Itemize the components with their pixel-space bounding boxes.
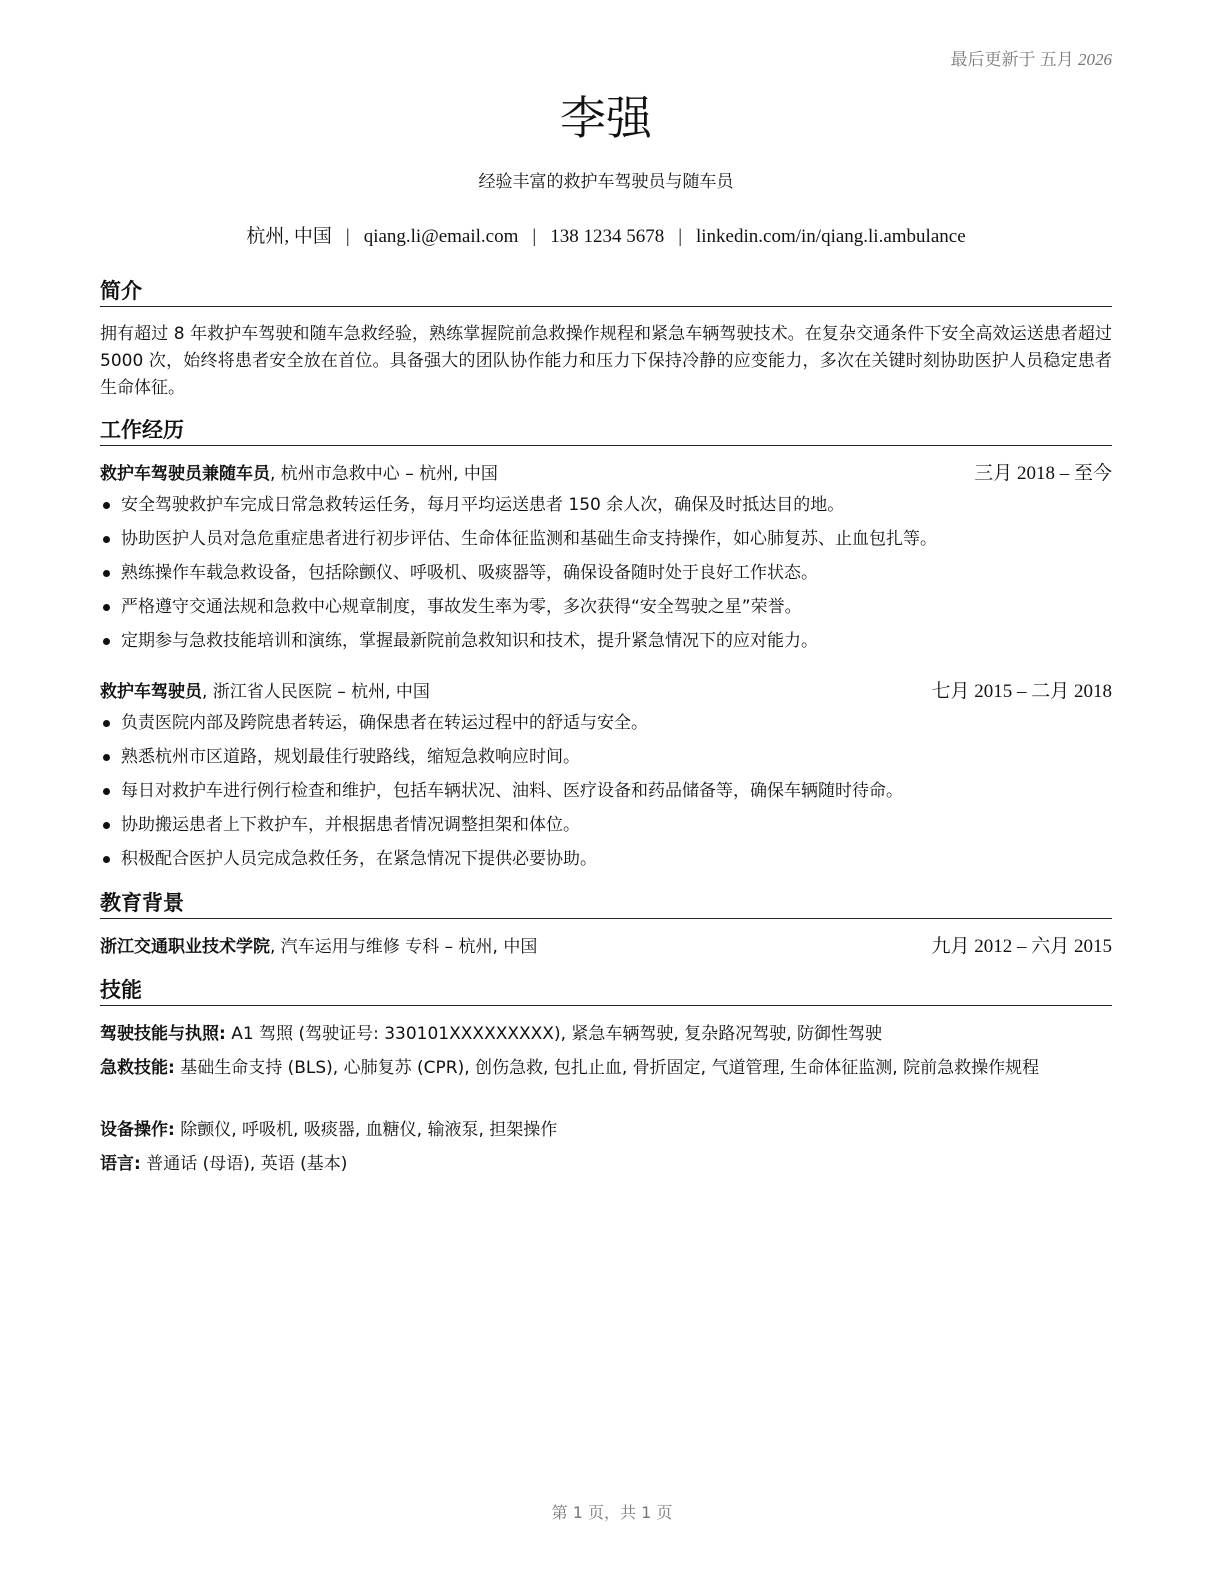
- job-bullet: 积极配合医护人员完成急救任务，在紧急情况下提供必要协助。: [100, 842, 1112, 876]
- contact-location: 杭州, 中国: [246, 226, 332, 247]
- job-bullets: [100, 706, 1112, 876]
- job-bullet: 熟练操作车载急救设备，包括除颤仪、呼吸机、吸痰器等，确保设备随时处于良好工作状态。: [100, 556, 1112, 590]
- job-bullet: 严格遵守交通法规和急救中心规章制度，事故发生率为零，多次获得“安全驾驶之星”荣誉。: [100, 590, 1112, 624]
- job-title: 救护车驾驶员兼随车员: [100, 464, 270, 484]
- job-bullet: 协助医护人员对急危重症患者进行初步评估、生命体征监测和基础生命支持操作，如心肺复苏、止血包扎等。: [100, 522, 1112, 556]
- skill-value: 普通话 (母语), 英语 (基本): [140, 1154, 348, 1174]
- page-footer: 第 1 页，共 1 页: [551, 1503, 673, 1522]
- skill-label: 设备操作:: [100, 1120, 175, 1140]
- last-updated: [951, 45, 1113, 70]
- education-heading: 教育背景: [100, 889, 1112, 919]
- skill-label: 急救技能:: [100, 1058, 175, 1078]
- education-entry: [100, 934, 1112, 960]
- candidate-name: 李强: [560, 91, 652, 145]
- school-name: 浙江交通职业技术学院: [100, 937, 270, 957]
- job-date: 三月 2018 – 至今: [974, 463, 1112, 484]
- skill-row: [100, 1117, 1112, 1143]
- job-bullets: [100, 488, 1112, 658]
- skill-value: 基础生命支持 (BLS), 心肺复苏 (CPR), 创伤急救, 包扎止血, 骨折固定, 气道管理, 生命体征监测, 院前急救操作规程: [174, 1058, 1040, 1078]
- job-org: , 杭州市急救中心 – 杭州, 中国: [270, 464, 498, 484]
- contact-phone[interactable]: 138 1234 5678: [550, 226, 665, 247]
- job-bullet: 每日对救护车进行例行检查和维护，包括车辆状况、油料、医疗设备和药品储备等，确保车辆随时待命。: [100, 774, 1112, 808]
- job-org: , 浙江省人民医院 – 杭州, 中国: [202, 682, 430, 702]
- skill-value: 除颤仪, 呼吸机, 吸痰器, 血糖仪, 输液泵, 担架操作: [174, 1120, 558, 1140]
- contact-line: [100, 224, 1112, 250]
- contact-linkedin[interactable]: linkedin.com/in/qiang.li.ambulance: [696, 226, 966, 247]
- skill-row: [100, 1021, 1112, 1047]
- contact-separator: |: [345, 226, 350, 247]
- education-date: 九月 2012 – 六月 2015: [931, 936, 1112, 957]
- job-header: [100, 679, 1112, 705]
- job-bullet: 安全驾驶救护车完成日常急救转运任务，每月平均运送患者 150 余人次，确保及时抵达目的地。: [100, 488, 1112, 522]
- last-updated-prefix: 最后更新于 五月: [950, 50, 1074, 69]
- contact-separator: |: [678, 226, 682, 247]
- last-updated-year: 2026: [1078, 50, 1112, 69]
- candidate-headline: 经验丰富的救护车驾驶员与随车员: [478, 172, 734, 192]
- job-bullet: 熟悉杭州市区道路，规划最佳行驶路线，缩短急救响应时间。: [100, 740, 1112, 774]
- skill-label: 语言:: [100, 1154, 141, 1174]
- job-header: [100, 461, 1112, 487]
- job-title: 救护车驾驶员: [100, 682, 202, 702]
- job-bullet: 定期参与急救技能培训和演练，掌握最新院前急救知识和技术，提升紧急情况下的应对能力。: [100, 624, 1112, 658]
- contact-separator: |: [532, 226, 537, 247]
- skill-row: [100, 1151, 1112, 1177]
- summary-heading: 简介: [100, 277, 1112, 307]
- education-detail: , 汽车运用与维修 专科 – 杭州, 中国: [270, 937, 538, 957]
- job-bullet: 负责医院内部及跨院患者转运，确保患者在转运过程中的舒适与安全。: [100, 706, 1112, 740]
- skills-heading: 技能: [100, 976, 1112, 1006]
- experience-heading: 工作经历: [100, 416, 1112, 446]
- job-bullet: 协助搬运患者上下救护车，并根据患者情况调整担架和体位。: [100, 808, 1112, 842]
- contact-email[interactable]: qiang.li@email.com: [363, 226, 519, 247]
- skill-row: [100, 1055, 1112, 1081]
- skill-label: 驾驶技能与执照:: [100, 1024, 226, 1044]
- skill-value: A1 驾照 (驾驶证号: 330101XXXXXXXXX), 紧急车辆驾驶, 复杂路况驾驶, 防御性驾驶: [225, 1024, 882, 1044]
- summary-text: 拥有超过 8 年救护车驾驶和随车急救经验，熟练掌握院前急救操作规程和紧急车辆驾驶技术。在复杂交通条件下安全高效运送患者超过 5000 次，始终将患者安全放在首位。具备强大的团队协作能力和压力下保持冷静的应变能力，多次在关键时刻协助医护人员稳定患者生命体征。: [100, 324, 1112, 398]
- job-date: 七月 2015 – 二月 2018: [931, 681, 1112, 702]
